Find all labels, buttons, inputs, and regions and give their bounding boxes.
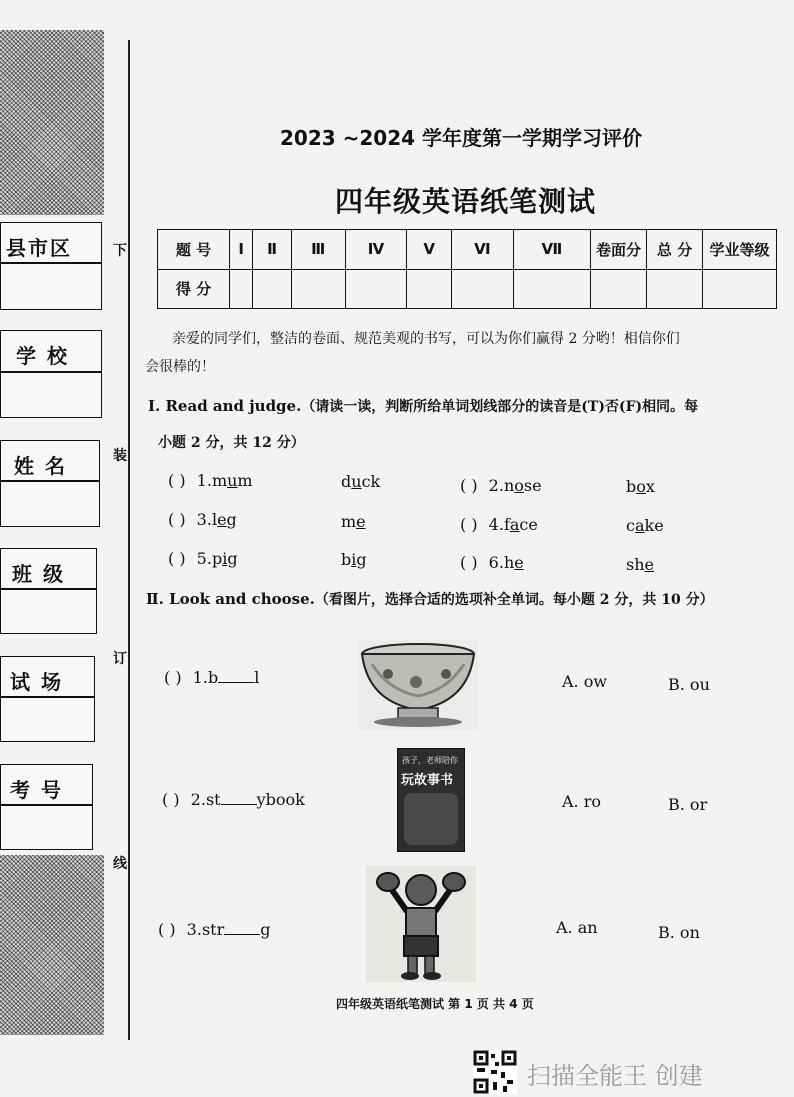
page-title: 2023 ~2024 学年度第一学期学习评价 [280,126,643,150]
item-number: 1. [192,668,208,687]
word-part: b [341,550,352,569]
answer-paren[interactable]: ( ) [162,790,180,809]
word-part: f [503,515,510,534]
answer-paren[interactable]: ( ) [158,920,176,939]
s2-item-1-option-a[interactable]: A. ow [562,672,608,691]
word-part: n [503,476,515,495]
section1-heading-cont: 小题 2 分，共 12 分） [158,435,305,451]
book-cover-text-1: 孩子，老师陪你 [402,756,458,765]
word-part: ke [644,516,664,535]
item-number: 3. [196,510,212,529]
word-part: g [260,920,271,939]
score-input-cell[interactable] [230,269,253,309]
s2-item-2-option-b[interactable]: B. or [668,795,708,814]
side-field-name: 姓 名 [14,454,67,478]
answer-paren[interactable]: ( ) [168,549,186,568]
side-field-room: 试 场 [10,670,63,694]
s1-item-4 [460,515,538,534]
side-divider [0,262,102,264]
intro-text-line2: 会很棒的！ [145,359,215,375]
s2-item-2-option-a[interactable]: A. ro [562,792,602,811]
score-input-cell[interactable] [591,269,647,309]
score-table [157,229,777,309]
left-hatch-bottom [0,855,104,1035]
book-cover-art [404,793,458,845]
word-part: c [626,516,635,535]
word-underlined: o [636,477,646,496]
answer-paren[interactable]: ( ) [460,476,478,495]
s1-item-1 [168,471,253,490]
score-header-cell: Ⅲ [291,230,345,270]
section2-heading [146,589,714,609]
word-underlined: i [351,550,357,569]
s2-item-1-option-b[interactable]: B. ou [668,675,710,694]
answer-paren[interactable]: ( ) [460,553,478,572]
word-part: m [341,512,357,531]
word-part: b [626,477,637,496]
answer-paren[interactable]: ( ) [168,471,186,490]
side-field-school: 学 校 [16,344,69,368]
word-underlined: e [514,553,524,572]
word-blank[interactable] [221,791,257,805]
answer-paren[interactable]: ( ) [168,510,186,529]
binding-char-ding: 订 [113,648,127,668]
score-header-cell: Ⅵ [451,230,513,270]
word-part: d [341,472,352,491]
word-part: l [211,510,218,529]
side-divider [0,804,93,806]
word-underlined: o [514,476,524,495]
s2-item-3-option-a[interactable]: A. an [556,918,598,937]
score-header-cell: Ⅳ [345,230,407,270]
word-part: m [237,471,253,490]
word-part: ck [361,472,381,491]
score-input-cell[interactable] [513,269,590,309]
word-part: ybook [256,790,305,809]
side-divider [0,588,97,590]
s2-item-2 [162,790,305,809]
score-header-cell: 题 号 [158,230,230,270]
word-part: x [645,477,655,496]
word-part: str [201,920,225,939]
answer-paren[interactable]: ( ) [164,668,182,687]
word-underlined: e [356,512,366,531]
s1-item-5 [168,549,238,568]
answer-paren[interactable]: ( ) [460,515,478,534]
qr-code-icon [473,1050,517,1094]
item-number: 3. [186,920,202,939]
word-part: g [356,550,367,569]
word-underlined: u [351,472,362,491]
word-part: g [227,549,238,568]
s1-item-4-compare [626,516,664,535]
page-footer: 四年级英语纸笔测试 第 1 页 共 4 页 [336,997,534,1011]
item-number: 2. [488,476,504,495]
word-underlined: a [509,515,520,534]
word-underlined: u [227,471,238,490]
side-divider [0,696,95,698]
word-underlined: a [634,516,645,535]
book-cover-text-2: 玩故事书 [401,773,454,788]
score-header-cell: Ⅰ [230,230,253,270]
item-number: 2. [190,790,206,809]
s1-item-1-compare [341,472,380,491]
bowl-picture [358,640,478,730]
strong-boy-picture [366,866,476,982]
score-row-label: 得 分 [158,269,230,309]
word-part: st [205,790,221,809]
word-blank[interactable] [218,669,254,683]
score-table-header-row [158,230,777,270]
score-input-cell[interactable] [253,269,292,309]
score-header-cell: Ⅴ [407,230,452,270]
intro-text-line1: 亲爱的同学们，整洁的卷面、规范美观的书写，可以为你们赢得 2 分哟！相信你们 [172,331,680,347]
storybook-picture [397,748,465,852]
side-divider [0,371,102,373]
word-underlined: e [644,555,654,574]
binding-char-xia: 下 [113,240,127,260]
s1-item-2 [460,476,542,495]
binding-char-zhuang: 装 [113,445,127,465]
word-part: m [211,471,228,490]
section1-heading-en: Ⅰ. Read and judge. [148,397,302,415]
section2-heading-en: Ⅱ. Look and choose. [146,590,315,608]
s2-item-3-option-b[interactable]: B. on [658,923,700,942]
word-part: h [503,553,515,572]
left-hatch-top [0,30,104,215]
word-underlined: i [222,549,228,568]
word-part: ce [519,515,538,534]
s1-item-6-compare [626,555,654,574]
item-number: 5. [196,549,212,568]
section1-heading [148,396,698,416]
score-header-cell: 学业等级 [703,230,777,270]
score-header-cell: 卷面分 [591,230,647,270]
scanner-watermark: 扫描全能王 创建 [527,1062,703,1090]
binding-char-xian: 线 [113,853,127,873]
s1-item-3 [168,510,237,529]
score-input-cell[interactable] [451,269,513,309]
side-field-county: 县市区 [6,236,72,260]
score-header-cell: 总 分 [647,230,703,270]
s1-item-6 [460,553,524,572]
word-blank[interactable] [224,921,260,935]
score-input-cell[interactable] [407,269,452,309]
word-part: p [211,549,223,568]
side-field-exam-number: 考 号 [10,778,63,802]
word-part: b [207,668,219,687]
item-number: 1. [196,471,212,490]
word-underlined: e [217,510,227,529]
score-header-cell: Ⅱ [253,230,292,270]
item-number: 4. [488,515,504,534]
item-number: 6. [488,553,504,572]
s1-item-2-compare [626,477,655,496]
s2-item-1 [164,668,259,687]
page-subtitle: 四年级英语纸笔测试 [335,185,597,218]
s1-item-3-compare [341,512,366,531]
word-part: l [254,668,260,687]
word-part: se [523,476,542,495]
section1-heading-zh: （请读一读，判断所给单词划线部分的读音是(T)否(F)相同。每 [301,399,699,415]
side-divider [0,480,100,482]
score-input-cell[interactable] [345,269,407,309]
score-input-cell[interactable] [703,269,777,309]
score-header-cell: Ⅶ [513,230,590,270]
word-part: g [226,510,237,529]
s2-item-3 [158,920,270,939]
s1-item-5-compare [341,550,367,569]
score-table-score-row [158,269,777,309]
score-input-cell[interactable] [291,269,345,309]
section2-heading-zh: （看图片，选择合适的选项补全单词。每小题 2 分，共 10 分） [314,592,714,608]
binding-line [128,40,130,1040]
word-part: sh [626,555,645,574]
side-field-class: 班 级 [12,562,65,586]
score-input-cell[interactable] [647,269,703,309]
